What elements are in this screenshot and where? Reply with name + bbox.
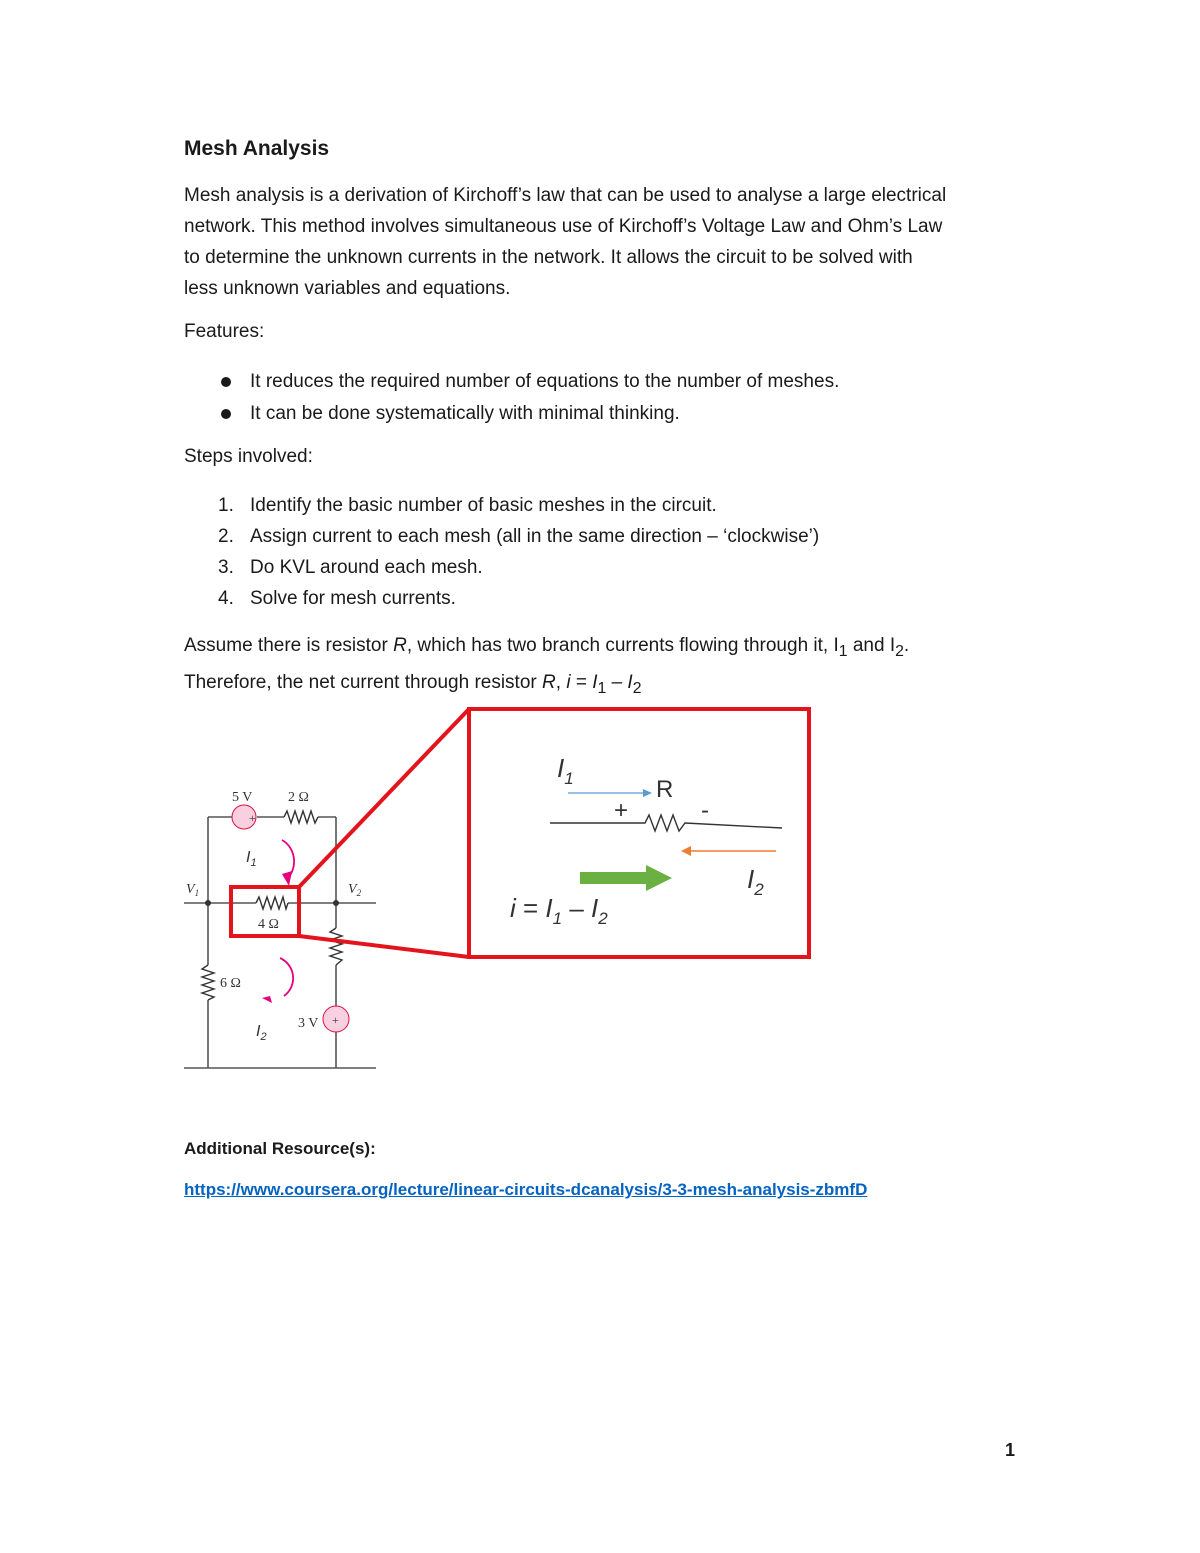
node-dot bbox=[333, 900, 339, 906]
resource-link[interactable]: https://www.coursera.org/lecture/linear-circuits-dcanalysis/3-3-mesh-analysis-zbmfD bbox=[184, 1180, 868, 1199]
intro-line: less unknown variables and equations. bbox=[184, 278, 511, 299]
zoom-r-label: R bbox=[656, 776, 674, 803]
step-text: Do KVL around each mesh. bbox=[250, 557, 483, 578]
subscript: 2 bbox=[895, 642, 904, 660]
zoom-connector bbox=[299, 936, 469, 957]
intro-line: Mesh analysis is a derivation of Kirchoff’s law that can be used to analyse a large electrical bbox=[184, 185, 947, 206]
source-plus: + bbox=[332, 1013, 339, 1027]
text-run: , bbox=[555, 671, 567, 693]
intro-line: to determine the unknown currents in the network. It allows the circuit to be solved with bbox=[184, 247, 913, 268]
label-2ohm: 2 Ω bbox=[288, 790, 309, 805]
text-run: . bbox=[903, 635, 910, 656]
feature-text: It can be done systematically with minimal thinking. bbox=[250, 403, 680, 424]
resistor-4ohm bbox=[256, 897, 288, 909]
resistor-right bbox=[330, 928, 342, 965]
mesh2-arrow-icon bbox=[280, 958, 293, 996]
step-text: Identify the basic number of basic meshes in the circuit. bbox=[250, 495, 717, 516]
step-number: 1. bbox=[218, 495, 234, 516]
label-5v: 5 V bbox=[232, 790, 253, 805]
zoom-i2-label: $I_2$ bbox=[747, 864, 764, 899]
text-run: R bbox=[393, 635, 407, 656]
step-number: 3. bbox=[218, 557, 234, 578]
text-run: I bbox=[627, 671, 633, 693]
subscript: 2 bbox=[632, 679, 642, 697]
feature-text: It reduces the required number of equations to the number of meshes. bbox=[250, 371, 840, 392]
zoom-i1-label: $I_1$ bbox=[557, 753, 574, 788]
mesh2-label: $I_2$ bbox=[256, 1023, 267, 1043]
text-run: and I bbox=[847, 635, 896, 656]
text-run: R bbox=[542, 671, 556, 693]
text-run: = bbox=[570, 671, 593, 693]
zoom-minus: - bbox=[701, 797, 709, 824]
text-run: Assume there is resistor bbox=[184, 635, 394, 656]
label-v1: $V_1$ bbox=[186, 882, 200, 898]
additional-resources-label: Additional Resource(s): bbox=[184, 1139, 376, 1158]
steps-label: Steps involved: bbox=[184, 446, 313, 467]
step-number: 2. bbox=[218, 526, 234, 547]
text-run: , which has two branch currents flowing through it, I bbox=[406, 635, 839, 656]
page-title: Mesh Analysis bbox=[184, 137, 330, 160]
label-4ohm: 4 Ω bbox=[258, 917, 279, 932]
node-dot bbox=[205, 900, 211, 906]
zoom-plus: + bbox=[614, 797, 629, 824]
subscript: 1 bbox=[838, 642, 848, 660]
zoom-net-arrow-body bbox=[580, 872, 646, 884]
subscript: 1 bbox=[597, 679, 607, 697]
text-run: i bbox=[566, 671, 571, 693]
label-6ohm: 6 Ω bbox=[220, 976, 241, 991]
mesh1-label: $I_1$ bbox=[246, 849, 257, 869]
source-plus: + bbox=[249, 811, 256, 825]
label-v2: $V_2$ bbox=[348, 882, 362, 898]
zoom-equation: $i = I_1 - I_2$ bbox=[510, 893, 608, 928]
resistor-2ohm bbox=[284, 811, 318, 823]
zoom-connector bbox=[299, 709, 469, 887]
features-label: Features: bbox=[184, 321, 265, 342]
mesh1-arrowhead bbox=[282, 871, 292, 886]
step-text: Solve for mesh currents. bbox=[250, 588, 456, 609]
mesh2-arrowhead bbox=[262, 996, 272, 1003]
text-run: – bbox=[606, 671, 628, 693]
page-number: 1 bbox=[1005, 1440, 1016, 1460]
intro-line: network. This method involves simultaneous use of Kirchoff’s Voltage Law and Ohm’s Law bbox=[184, 216, 943, 237]
text-run: Therefore, the net current through resistor bbox=[184, 671, 543, 693]
resistor-6ohm bbox=[202, 965, 214, 1000]
step-text: Assign current to each mesh (all in the same direction – ‘clockwise’) bbox=[250, 526, 820, 547]
step-number: 4. bbox=[218, 588, 234, 609]
text-run: I bbox=[592, 671, 598, 693]
label-3v: 3 V bbox=[298, 1016, 319, 1031]
